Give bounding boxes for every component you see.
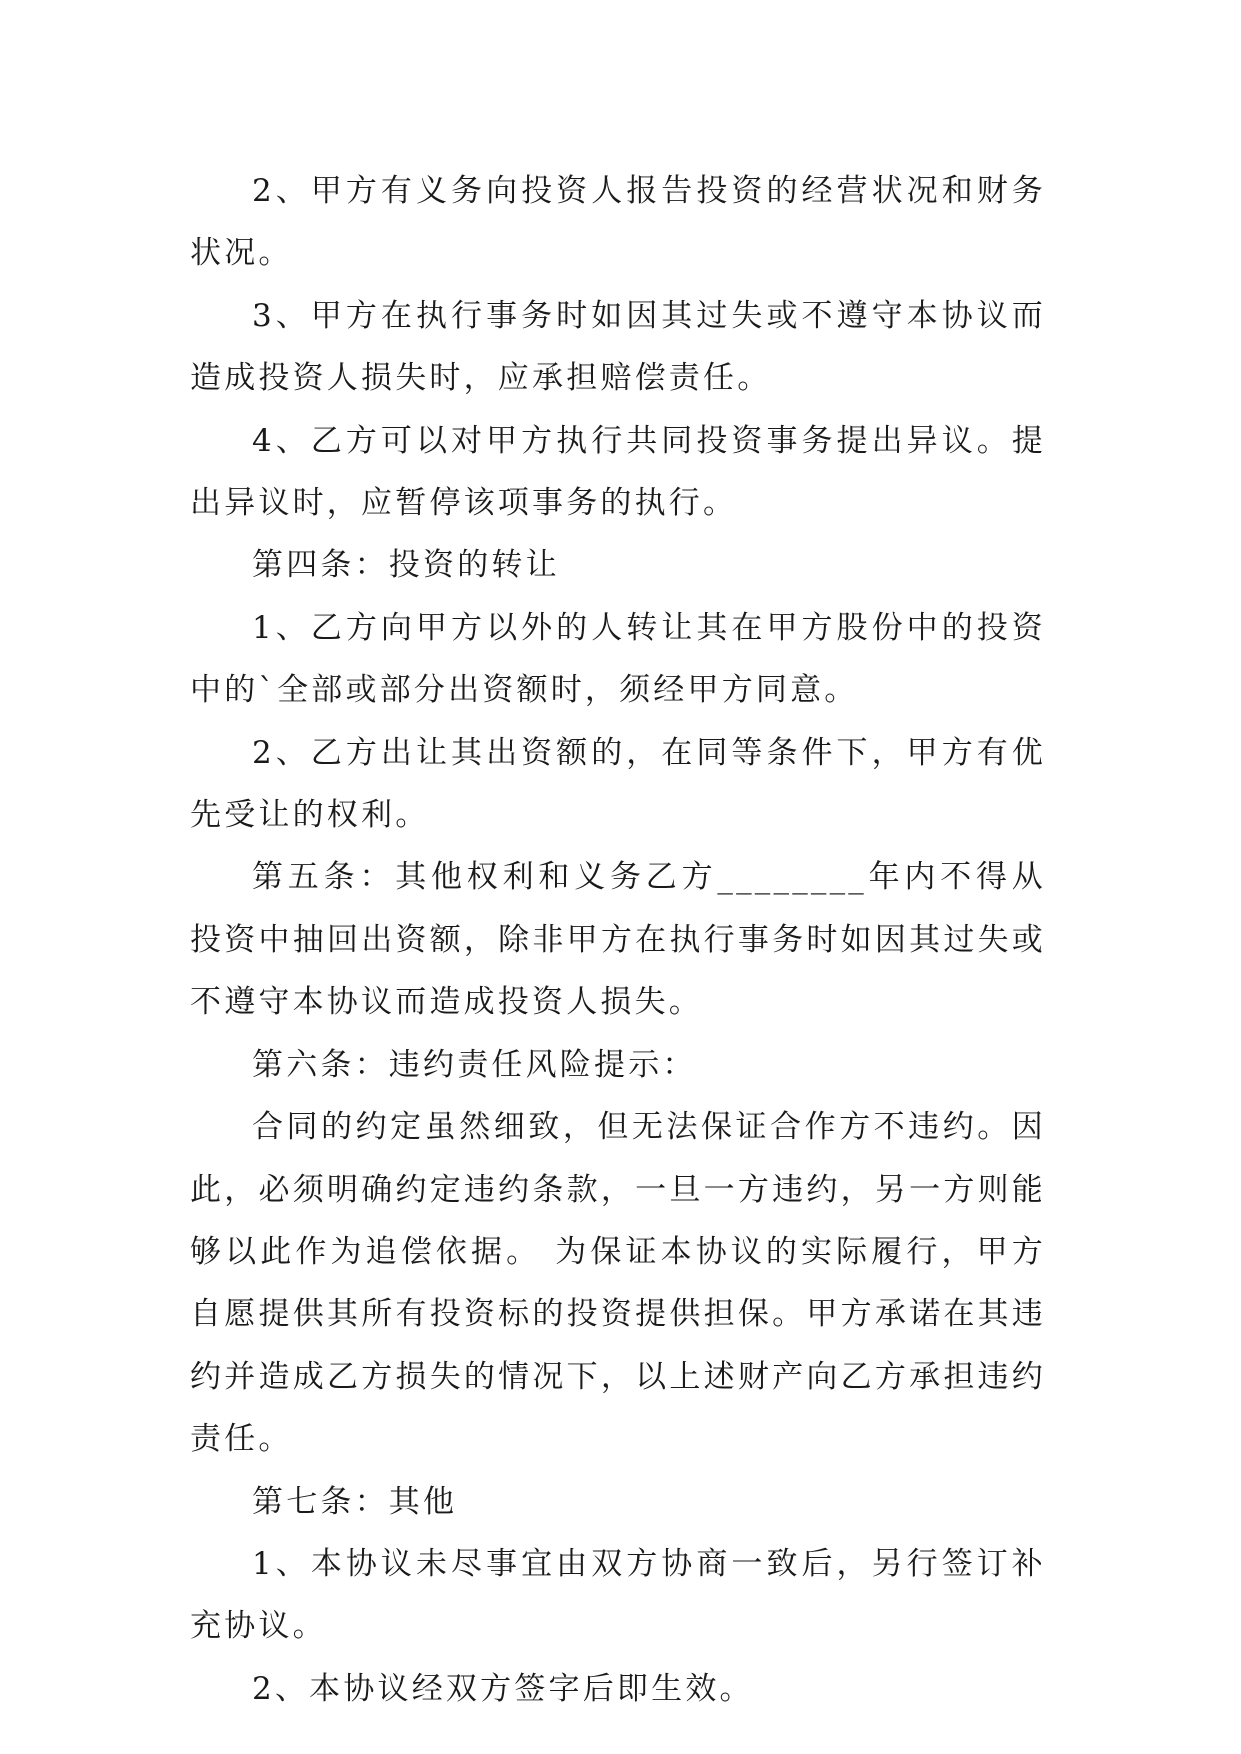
clause-3-liability: 3、甲方在执行事务时如因其过失或不遵守本协议而造成投资人损失时，应承担赔偿责任。 [190,297,1046,397]
article-5-paragraph: 第五条：其他权利和义务乙方________年内不得从投资中抽回出资额，除非甲方在执行事务时如因其过失或不遵守本协议而造成投资人损失。 [190,859,1046,1021]
article-7-heading: 第七条：其他 [252,1483,458,1520]
article-6-heading: 第六条：违约责任风险提示： [252,1046,697,1083]
article-4-clause-1: 1、乙方向甲方以外的人转让其在甲方股份中的投资中的`全部或部分出资额时，须经甲方同意。 [190,609,1046,709]
article-7-clause-1: 1、本协议未尽事宜由双方协商一致后，另行签订补充协议。 [190,1545,1046,1645]
clause-2-reporting-duty: 2、甲方有义务向投资人报告投资的经营状况和财务状况。 [190,173,1046,272]
article-6-paragraph: 合同的约定虽然细致，但无法保证合作方不违约。因此，必须明确约定违约条款，一旦一方违约，另一方则能够以此作为追偿依据。 为保证本协议的实际履行，甲方自愿提供其所有投资标的投资提供担保。甲方承诺在其违约并造成乙方损失的情况下，以上述财产向乙方承担违约责任。 [190,1109,1046,1458]
clause-4-objection: 4、乙方可以对甲方执行共同投资事务提出异议。提出异议时，应暂停该项事务的执行。 [190,422,1046,522]
document-body [190,160,1046,1720]
article-4-clause-2: 2、乙方出让其出资额的，在同等条件下，甲方有优先受让的权利。 [190,734,1046,834]
article-4-heading: 第四条：投资的转让 [252,547,560,584]
article-7-clause-2: 2、本协议经双方签字后即生效。 [252,1670,754,1707]
